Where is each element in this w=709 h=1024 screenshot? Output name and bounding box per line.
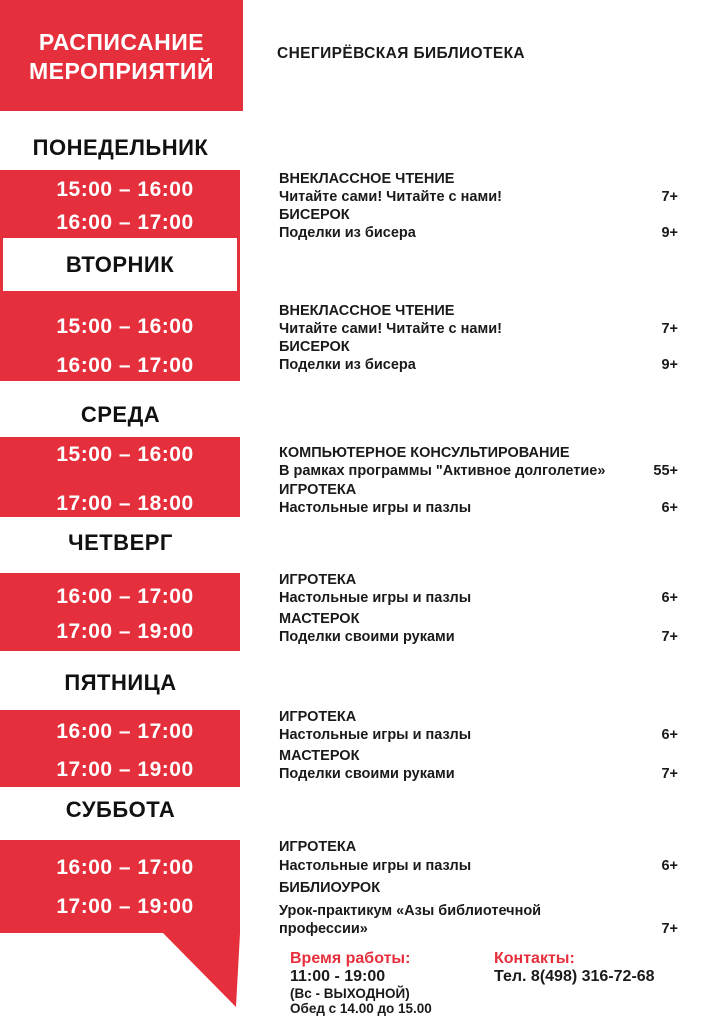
event-desc: Читайте сами! Читайте с нами! [279,189,502,205]
time-slot-saturday-1: 16:00 – 17:00 [56,856,194,879]
time-slot-saturday-2: 17:00 – 19:00 [56,895,194,918]
age-badge: 7+ [661,321,678,337]
event-row [279,571,678,589]
event-title: МАСТЕРОК [279,611,360,627]
age-badge: 7+ [661,189,678,205]
time-slot-thursday-2: 17:00 – 19:00 [56,620,194,643]
day-label-saturday: СУББОТА [65,797,176,822]
time-slot-thursday-1: 16:00 – 17:00 [56,585,194,608]
event-desc: Настольные игры и пазлы [279,500,472,516]
title-line-2: МЕРОПРИЯТИЙ [29,58,214,84]
event-row [279,499,678,517]
friday-time-block [0,710,240,787]
event-row [279,206,678,224]
time-slot-tuesday-2: 16:00 – 17:00 [56,354,194,377]
contacts-phone: Тел. 8(498) 316-72-68 [494,968,655,985]
time-slot-monday-1: 15:00 – 16:00 [56,178,194,201]
event-desc: Поделки из бисера [279,357,416,373]
age-badge: 55+ [653,463,678,479]
event-title: ИГРОТЕКА [279,482,357,498]
event-row [279,462,678,480]
age-badge: 7+ [661,766,678,782]
event-desc: Поделки своими руками [279,629,455,645]
age-badge: 9+ [661,357,678,373]
event-row [279,708,678,726]
ribbon-tail [160,933,241,1007]
event-title: ВНЕКЛАССНОЕ ЧТЕНИЕ [279,303,455,319]
age-badge: 6+ [661,500,678,516]
thursday-time-block [0,573,240,651]
event-row [279,170,678,188]
age-badge: 9+ [661,225,678,241]
time-slot-friday-1: 16:00 – 17:00 [56,720,194,743]
event-row [279,610,678,628]
age-badge: 6+ [661,727,678,743]
time-slot-friday-2: 17:00 – 19:00 [56,758,194,781]
event-title: БИСЕРОК [279,207,350,223]
event-row [279,338,678,356]
event-row [279,765,678,783]
day-label-monday: ПОНЕДЕЛЬНИК [32,135,209,160]
time-slot-wednesday-1: 15:00 – 16:00 [56,443,194,466]
event-row [279,726,678,744]
event-row [279,747,678,765]
event-title: КОМПЬЮТЕРНОЕ КОНСУЛЬТИРОВАНИЕ [279,445,570,461]
event-title: ИГРОТЕКА [279,709,357,725]
event-desc: Настольные игры и пазлы [279,590,472,606]
event-title: ИГРОТЕКА [279,572,357,588]
day-label-tuesday [3,238,237,291]
schedule-title-block [0,0,243,111]
time-slot-tuesday-1: 15:00 – 16:00 [56,315,194,338]
age-badge: 7+ [661,921,678,937]
event-row [279,444,678,462]
event-title: ВНЕКЛАССНОЕ ЧТЕНИЕ [279,171,455,187]
day-label-tuesday-text: ВТОРНИК [65,251,175,277]
event-desc: Настольные игры и пазлы [279,858,472,874]
event-title: БИСЕРОК [279,339,350,355]
library-name: СНЕГИРЁВСКАЯ БИБЛИОТЕКА [277,45,526,62]
title-line-1: РАСПИСАНИЕ [38,29,205,55]
time-slot-wednesday-2: 17:00 – 18:00 [56,492,194,515]
wednesday-time-block [0,437,240,517]
working-hours-note-lunch: Обед с 14.00 до 15.00 [290,1001,432,1016]
event-title: БИБЛИОУРОК [279,880,381,896]
event-row [279,188,678,206]
event-title: ИГРОТЕКА [279,839,357,855]
age-badge: 7+ [661,629,678,645]
day-label-friday: ПЯТНИЦА [64,670,177,695]
event-desc: Поделки из бисера [279,225,416,241]
event-desc: Настольные игры и пазлы [279,727,472,743]
event-row [279,857,678,875]
event-row [279,481,678,499]
event-desc: Поделки своими руками [279,766,455,782]
monday-tuesday-time-block [0,170,240,381]
saturday-time-block [0,840,240,933]
event-desc: В рамках программы "Активное долголетие» [279,463,606,479]
event-title: МАСТЕРОК [279,748,360,764]
event-row [279,224,678,242]
age-badge: 6+ [661,590,678,606]
event-row [279,302,678,320]
event-row [279,901,678,938]
working-hours-label: Время работы: [290,950,411,967]
working-hours-note-sunday: (Вс - ВЫХОДНОЙ) [290,986,410,1001]
contacts-label: Контакты: [494,950,575,967]
event-row [279,628,678,646]
event-desc: Читайте сами! Читайте с нами! [279,321,502,337]
age-badge: 6+ [661,858,678,874]
event-desc: Урок-практикум «Азы библиотечной профессии» [279,903,542,937]
event-row [279,879,678,897]
event-row [279,838,678,856]
time-slot-monday-2: 16:00 – 17:00 [56,211,194,234]
event-row [279,320,678,338]
event-row [279,589,678,607]
event-row [279,356,678,374]
day-label-thursday: ЧЕТВЕРГ [68,530,173,555]
working-hours-value: 11:00 - 19:00 [290,968,386,985]
day-label-wednesday: СРЕДА [80,402,161,427]
